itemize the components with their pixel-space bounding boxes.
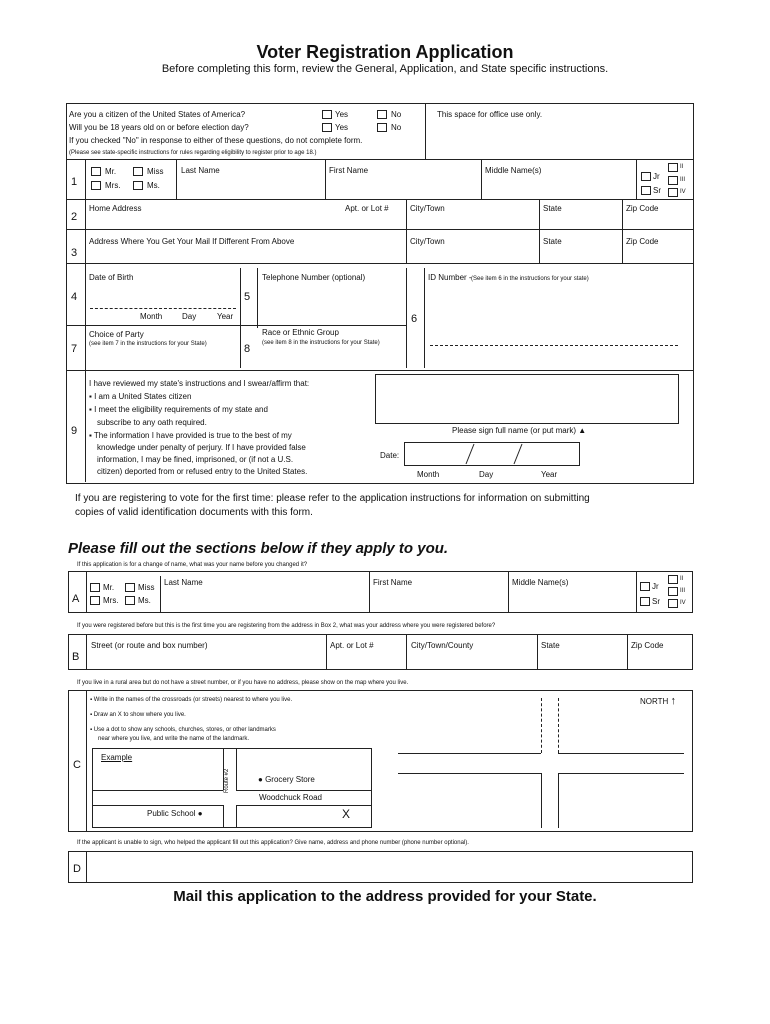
mail-address-label: Address Where You Get Your Mail If Different From Above [89, 237, 295, 246]
box-divider [85, 229, 86, 263]
a-mrs-checkbox[interactable] [90, 596, 100, 605]
last-name-label: Last Name [181, 166, 220, 175]
box-number-9: 9 [71, 425, 78, 437]
road-edge [92, 805, 223, 806]
box-d[interactable] [68, 851, 693, 883]
oath-intro: I have reviewed my state's instructions and I swear/affirm that: [89, 379, 310, 388]
box-divider [86, 851, 87, 883]
mail-state-label: State [543, 237, 562, 246]
box-divider [508, 571, 509, 613]
b-state-label: State [541, 641, 560, 650]
id-number-label: ID Number - [428, 273, 472, 282]
id-number-note: (See item 6 in the instructions for your state) [471, 276, 589, 282]
box-divider [622, 229, 623, 263]
box-letter-b: B [72, 651, 80, 663]
first-name-label: First Name [329, 166, 369, 175]
box-divider [539, 229, 540, 263]
box-divider [406, 199, 407, 229]
oath-true: ▪ The information I have provided is true to the best of my [89, 432, 292, 440]
eligibility-note-age: (Please see state-specific instructions for rules regarding eligibility to register prior to age 18.) [69, 150, 317, 156]
public-school-label: Public School [147, 809, 196, 818]
road-edge [236, 790, 372, 791]
box-number-6: 6 [411, 313, 418, 325]
oath-penalty: information, I may be fined, imprisoned, or (if not a U.S. [97, 455, 294, 464]
box-divider [537, 634, 538, 670]
first-time-note-2: copies of valid identification documents with this form. [75, 507, 313, 518]
box-letter-a: A [72, 593, 80, 605]
iii-checkbox[interactable] [668, 176, 678, 185]
mail-city-label: City/Town [410, 237, 445, 246]
example-map [92, 748, 372, 828]
box-d-intro: If the applicant is unable to sign, who helped the applicant fill out this application? Give name, address and phone number (phone number optional). [77, 840, 469, 846]
box-divider [160, 576, 161, 612]
ms-label: Ms. [147, 181, 160, 190]
road-edge [236, 805, 372, 806]
signature-caption: Please sign full name (or put mark) ▲ [452, 426, 587, 435]
mrs-checkbox[interactable] [91, 181, 101, 190]
box-b-intro: If you were registered before but this is the first time you are registering from the address in Box 2, what was your address where you were registered before? [77, 623, 496, 629]
a-mr-checkbox[interactable] [90, 583, 100, 592]
dob-label: Date of Birth [89, 273, 134, 282]
c-instruction-landmarks: ▪ Use a dot to show any schools, churches, stores, or other landmarks [90, 727, 276, 733]
a-ms-checkbox[interactable] [125, 596, 135, 605]
route-edge-right-lower [236, 805, 237, 828]
zip-label: Zip Code [626, 204, 659, 213]
jr-checkbox[interactable] [641, 172, 651, 181]
office-use-label: This space for office use only. [437, 110, 543, 119]
row-divider [66, 159, 694, 160]
box-number-7: 7 [71, 343, 78, 355]
box-divider [369, 571, 370, 613]
sr-checkbox[interactable] [641, 186, 651, 195]
row-divider [66, 370, 694, 371]
oath-deport: citizen) deported from or refused entry to the United States. [97, 467, 308, 476]
grocery-store-label: Grocery Store [265, 775, 315, 784]
city-label: City/Town [410, 204, 445, 213]
party-note: (see item 7 in the instructions for your State) [89, 341, 207, 347]
miss-checkbox[interactable] [133, 167, 143, 176]
optional-sections-heading: Please fill out the sections below if they apply to you. [68, 540, 449, 557]
iv-checkbox[interactable] [668, 188, 678, 197]
date-slash-1 [466, 444, 474, 464]
date-day: Day [479, 470, 494, 479]
oath-subscribe: subscribe to any oath required. [97, 418, 207, 427]
box-number-5: 5 [244, 291, 251, 303]
oath-eligibility: ▪ I meet the eligibility requirements of my state and [89, 406, 268, 414]
mail-instruction: Mail this application to the address provided for your State. [173, 888, 597, 905]
citizen-yes-label: Yes [335, 110, 349, 119]
box-divider [539, 199, 540, 229]
c-instruction-landmarks-2: near where you live, and write the name of the landmark. [98, 736, 250, 742]
c-instruction-x: ▪ Draw an X to show where you live. [90, 712, 186, 718]
b-city-label: City/Town/County [411, 641, 474, 650]
date-slash-2 [514, 444, 522, 464]
box-divider [627, 634, 628, 670]
dob-day: Day [182, 312, 197, 321]
jr-label: Jr [653, 172, 660, 181]
a-ii-label: II [680, 576, 684, 582]
age-question: Will you be 18 years old on or before election day? [69, 123, 249, 132]
box-divider [86, 690, 87, 832]
box-number-3: 3 [71, 247, 78, 259]
form-subtitle: Before completing this form, review the General, Application, and State specific instructions. [161, 63, 609, 75]
b-zip-label: Zip Code [631, 641, 664, 650]
box-number-1: 1 [71, 176, 78, 188]
office-divider [425, 103, 426, 159]
box-divider [325, 159, 326, 199]
date-separators [404, 442, 580, 466]
top-border [66, 103, 694, 104]
a-first-name-label: First Name [373, 578, 413, 587]
mail-zip-label: Zip Code [626, 237, 659, 246]
date-month: Month [417, 470, 440, 479]
iii-label: III [680, 177, 686, 183]
a-jr-label: Jr [652, 582, 659, 591]
box-divider [406, 229, 407, 263]
a-iv-checkbox[interactable] [668, 599, 678, 608]
box-letter-d: D [73, 863, 81, 875]
dob-year: Year [217, 312, 234, 321]
box-divider [406, 634, 407, 670]
box-divider [406, 268, 407, 368]
road-edge [92, 790, 223, 791]
b-apt-label: Apt. or Lot # [330, 641, 374, 650]
box-letter-c: C [73, 759, 81, 771]
box-divider [85, 263, 86, 370]
race-label: Race or Ethnic Group [262, 328, 339, 337]
row-divider [66, 325, 406, 326]
route-edge-left-lower [223, 805, 224, 828]
box-number-2: 2 [71, 211, 78, 223]
a-miss-checkbox[interactable] [125, 583, 135, 592]
iv-label: IV [680, 189, 686, 195]
age-yes-label: Yes [335, 123, 349, 132]
dob-month: Month [140, 312, 163, 321]
right-border [693, 103, 694, 483]
c-instruction-crossroads: ▪ Write in the names of the crossroads (or streets) nearest to where you live. [90, 697, 292, 703]
a-last-name-label: Last Name [164, 578, 203, 587]
box-divider [86, 634, 87, 670]
ms-checkbox[interactable] [133, 181, 143, 190]
a-miss-label: Miss [138, 583, 155, 592]
a-middle-name-label: Middle Name(s) [512, 578, 569, 587]
home-address-label: Home Address [89, 204, 142, 213]
row-divider [66, 229, 694, 230]
a-iii-checkbox[interactable] [668, 587, 678, 596]
miss-label: Miss [147, 167, 164, 176]
north-label: NORTH [640, 697, 669, 706]
row-divider [66, 263, 694, 264]
age-yes-checkbox[interactable] [322, 123, 332, 132]
box-divider [85, 159, 86, 199]
party-label: Choice of Party [89, 330, 144, 339]
citizen-question: Are you a citizen of the United States of America? [69, 110, 246, 119]
mrs-label: Mrs. [105, 181, 121, 190]
ii-checkbox[interactable] [668, 163, 678, 172]
row-divider [66, 199, 694, 200]
a-ii-checkbox[interactable] [668, 575, 678, 584]
a-ms-label: Ms. [138, 596, 151, 605]
b-street-label: Street (or route and box number) [91, 641, 208, 650]
citizen-no-label: No [391, 110, 402, 119]
north-arrow-icon: ↑ [670, 695, 677, 707]
box-number-4: 4 [71, 291, 78, 303]
box-divider [636, 159, 637, 199]
box-divider [326, 634, 327, 670]
citizen-no-checkbox[interactable] [377, 110, 387, 119]
box-divider [240, 268, 241, 368]
first-time-note-1: If you are registering to vote for the first time: please refer to the application instructions for information on submitting [75, 493, 590, 504]
oath-perjury: knowledge under penalty of perjury. If I have provided false [97, 443, 306, 452]
box-a-intro: If this application is for a change of name, what was your name before you changed it? [77, 562, 308, 568]
map-drawing-area[interactable] [398, 698, 678, 828]
box-divider [257, 268, 258, 328]
sr-label: Sr [653, 186, 661, 195]
box-c-intro: If you live in a rural area but do not have a street number, or if you have no address, please show on the map where you live. [77, 680, 409, 686]
box-divider [85, 370, 86, 482]
date-label: Date: [380, 451, 400, 460]
left-border [66, 103, 67, 483]
route-edge-right [236, 748, 237, 790]
a-iv-label: IV [680, 600, 686, 606]
top-bottom-border [66, 483, 694, 484]
box-number-8: 8 [244, 343, 251, 355]
eligibility-note: If you checked "No" in response to either of these questions, do not complete form. [69, 136, 363, 145]
box-divider [481, 159, 482, 199]
box-divider [85, 199, 86, 229]
date-year: Year [541, 470, 558, 479]
grocery-store-landmark: ● Grocery Store [258, 775, 315, 784]
a-iii-label: III [680, 588, 686, 594]
age-no-checkbox[interactable] [377, 123, 387, 132]
box-divider [86, 571, 87, 613]
state-label: State [543, 204, 562, 213]
citizen-yes-checkbox[interactable] [322, 110, 332, 119]
example-x-mark: X [342, 807, 351, 821]
ii-label: II [680, 164, 684, 170]
race-note: (see item 8 in the instructions for your State) [262, 340, 380, 346]
phone-label: Telephone Number (optional) [262, 273, 366, 282]
box-b [68, 634, 693, 670]
oath-citizen: ▪ I am a United States citizen [89, 393, 191, 401]
mr-checkbox[interactable] [91, 167, 101, 176]
apt-label: Apt. or Lot # [345, 204, 389, 213]
a-mrs-label: Mrs. [103, 596, 119, 605]
woodchuck-road-label: Woodchuck Road [259, 793, 322, 802]
route-label: Route #2 [224, 768, 230, 793]
form-title: Voter Registration Application [256, 42, 514, 62]
signature-field[interactable] [375, 374, 679, 424]
dob-line [90, 308, 236, 309]
a-jr-checkbox[interactable] [640, 582, 650, 591]
box-divider [424, 268, 425, 368]
middle-name-label: Middle Name(s) [485, 166, 542, 175]
a-sr-label: Sr [652, 597, 660, 606]
a-sr-checkbox[interactable] [640, 597, 650, 606]
box-divider [636, 571, 637, 613]
public-school-landmark: Public School ● [147, 809, 203, 818]
mr-label: Mr. [105, 167, 117, 176]
age-no-label: No [391, 123, 402, 132]
example-label: Example [101, 753, 133, 762]
a-mr-label: Mr. [103, 583, 115, 592]
id-line [430, 345, 678, 346]
box-divider [176, 159, 177, 199]
box-divider [622, 199, 623, 229]
